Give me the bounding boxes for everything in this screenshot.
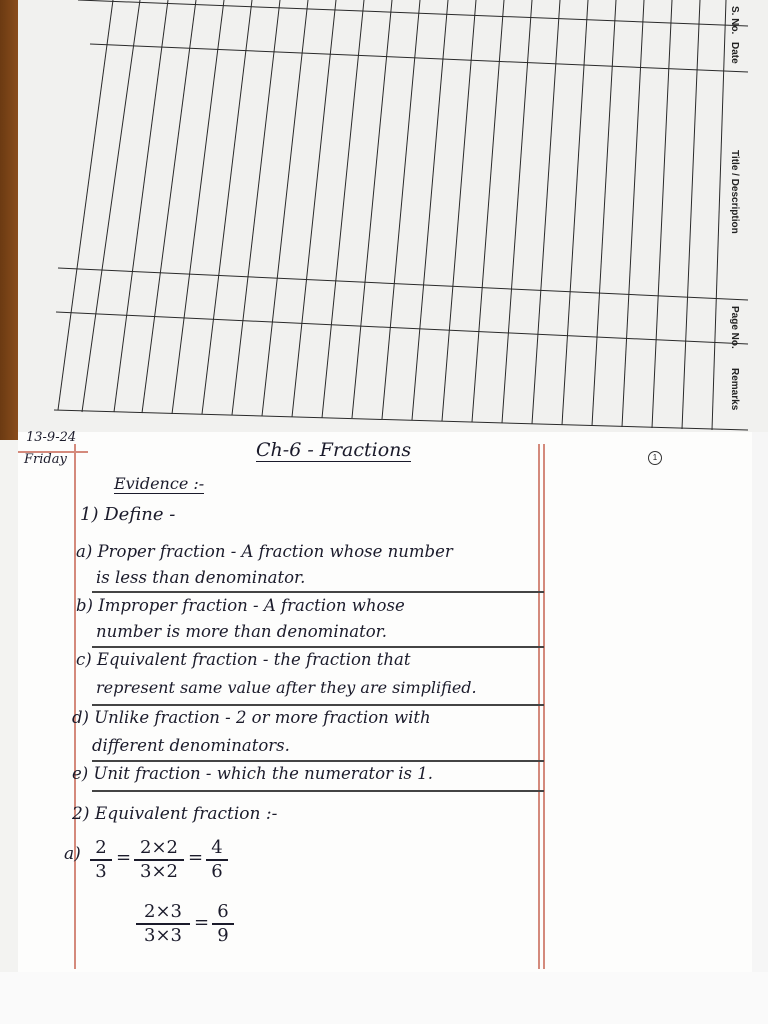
page-bottom-area [0, 972, 768, 1024]
numerator: 6 [217, 901, 229, 922]
page-number-badge: 1 [648, 451, 662, 465]
numerator: 2×3 [144, 901, 182, 922]
definition-a-line1: a) Proper fraction - A fraction whose number [76, 542, 453, 561]
date-text: 13-9-24 [26, 430, 77, 445]
definition-c-line1: c) Equivalent fraction - the fraction that [76, 650, 411, 669]
page-shadow [752, 432, 768, 1024]
equals-sign: = [116, 847, 132, 868]
denominator: 3×2 [140, 861, 178, 882]
fraction-two-thirds [90, 838, 112, 882]
fraction-2x2-over-3x2 [134, 838, 184, 882]
question-2: 2) Equivalent fraction :- [72, 804, 278, 824]
definition-e-line1: e) Unit fraction - which the numerator is 1. [72, 764, 433, 783]
fraction-2x3-over-3x3 [136, 902, 190, 946]
denominator: 3 [95, 861, 107, 882]
column-header-page-no: Page No. [729, 306, 740, 349]
definition-b-line1: b) Improper fraction - A fraction whose [76, 596, 405, 615]
page-edge [0, 440, 18, 1000]
ruled-line [92, 646, 544, 648]
page-heading: Ch-6 - Fractions [256, 439, 412, 461]
right-margin-line-1 [538, 444, 540, 969]
definition-d-line2: different denominators. [92, 736, 290, 755]
numerator: 4 [211, 837, 223, 858]
ruled-line [92, 760, 544, 762]
denominator: 9 [217, 925, 229, 946]
example-label: a) [64, 844, 81, 864]
column-header-date: Date [729, 42, 740, 64]
equals-sign: = [188, 847, 204, 868]
right-margin-line-2 [543, 444, 545, 969]
definition-d-line1: d) Unlike fraction - 2 or more fraction with [72, 708, 431, 727]
ruled-line [92, 790, 544, 792]
definition-a-line2: is less than denominator. [96, 568, 306, 587]
ruled-line [92, 704, 544, 706]
column-header-title: Title / Description [729, 150, 740, 234]
denominator: 6 [211, 861, 223, 882]
fraction-four-sixths [206, 838, 228, 882]
ruled-line [92, 591, 544, 593]
numerator: 2 [95, 837, 107, 858]
column-header-remarks: Remarks [729, 368, 740, 411]
question-1: 1) Define - [80, 504, 176, 525]
numerator: 2×2 [140, 837, 178, 858]
definition-c-line2: represent same value after they are simplified. [96, 678, 477, 697]
day-text: Friday [24, 452, 67, 467]
evidence-heading: Evidence :- [114, 474, 205, 493]
definition-b-line2: number is more than denominator. [96, 622, 387, 641]
register-grid-lines [18, 0, 768, 440]
denominator: 3×3 [144, 925, 182, 946]
fraction-six-ninths [212, 902, 234, 946]
column-header-sno: S. No. [729, 6, 740, 35]
index-register-table [18, 0, 768, 442]
left-margin-line [74, 444, 76, 969]
equals-sign: = [194, 912, 210, 933]
